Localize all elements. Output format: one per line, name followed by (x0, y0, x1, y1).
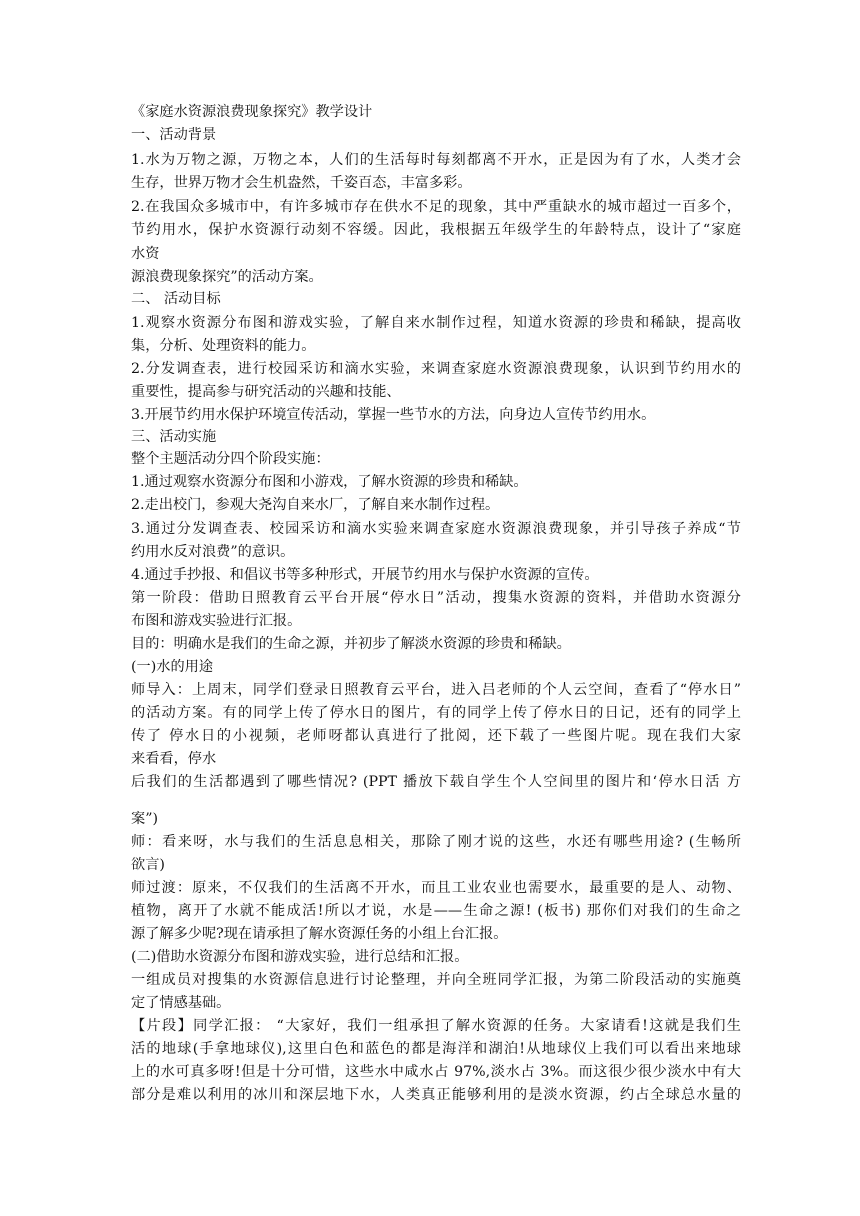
paragraph-line: 生存，世界万物才会生机盎然，千姿百态，丰富多彩。 (131, 175, 472, 191)
paragraph-line: 师：看来呀，水与我们的生活息息相关，那除了刚才说的这些，水还有哪些用途? (生畅所 (131, 834, 741, 850)
paragraph-line: 源浪费现象探究”的活动方案。 (131, 269, 323, 285)
paragraph-line: 案”) (131, 811, 158, 827)
paragraph-line: 1.水为万物之源，万物之本，人们的生活每时每刻都离不开水，正是因为有了水，人类才会 (131, 152, 741, 168)
paragraph-line: 布图和游戏实验进行汇报。 (131, 613, 302, 629)
paragraph-line: 植物，离开了水就不能成活!所以才说，水是——生命之源! (板书) 那你们对我们的生命之 (131, 903, 741, 919)
paragraph-line: 2.走出校门，参观大尧沟自来水厂，了解自来水制作过程。 (131, 497, 500, 513)
section-heading: 三、活动实施 (131, 429, 217, 445)
paragraph-line: 活的地球(手拿地球仪),这里白色和蓝色的都是海洋和湖泊!从地球仪上我们可以看出来地球 (131, 1041, 741, 1057)
paragraph-line: 上的水可真多呀!但是十分可惜，这些水中咸水占 97%,淡水占 3%。而这很少很少淡水中有大 (131, 1064, 741, 1080)
paragraph-line: 重要性，提高参与研究活动的兴趣和技能、 (131, 384, 401, 400)
paragraph-line: 欲言) (131, 857, 165, 873)
paragraph-line: 一组成员对搜集的水资源信息进行讨论整理，并向全班同学汇报，为第二阶段活动的实施奠 (131, 972, 741, 988)
paragraph-line: 传了 停水日的小视频，老师呀都认真进行了批阅，还下载了一些图片呢。现在我们大家 (131, 728, 741, 744)
paragraph-line: 3.开展节约用水保护环境宣传活动，掌握一些节水的方法，向身边人宣传节约用水。 (131, 407, 656, 423)
paragraph-line: 1.观察水资源分布图和游戏实验，了解自来水制作过程，知道水资源的珍贵和稀缺，提高收 (131, 315, 741, 331)
document-title: 《家庭水资源浪费现象探究》教学设计 (131, 104, 373, 120)
paragraph-line: 的活动方案。有的同学上传了停水日的图片，有的同学上传了停水日的日记，还有的同学上 (131, 705, 741, 721)
subsection-heading: (二)借助水资源分布图和游戏实验，进行总结和汇报。 (131, 949, 469, 965)
subsection-heading: (一)水的用途 (131, 659, 214, 675)
paragraph-line: 师导入：上周末，同学们登录日照教育云平台，进入吕老师的个人云空间，查看了“停水日” (131, 682, 741, 698)
section-heading: 二、 活动目标 (131, 291, 221, 307)
paragraph-line: 2.在我国众多城市中，有许多城市存在供水不足的现象，其中严重缺水的城市超过一百多个， (131, 199, 741, 215)
paragraph-line: 定了情感基础。 (131, 995, 231, 1011)
paragraph-line: 部分是难以利用的冰川和深层地下水，人类真正能够利用的是淡水资源，约占全球总水量的 (131, 1087, 741, 1103)
paragraph-line: 集，分析、处理资料的能力。 (131, 338, 316, 354)
paragraph-line: 2.分发调查表，进行校园采访和滴水实验，来调查家庭水资源浪费现象，认识到节约用水的 (131, 361, 741, 377)
paragraph-line: 节约用水，保护水资源行动刻不容缓。因此，我根据五年级学生的年龄特点，设计了“家庭 (131, 222, 741, 238)
section-heading: 一、活动背景 (131, 127, 217, 143)
paragraph-line: 3.通过分发调查表、校园采访和滴水实验来调查家庭水资源浪费现象，并引导孩子养成“节 (131, 521, 741, 537)
paragraph-line: 约用水反对浪费”的意识。 (131, 544, 295, 560)
paragraph-line: 4.通过手抄报、和倡议书等多种形式，开展节约用水与保护水资源的宣传。 (131, 567, 599, 583)
paragraph-line: 目的：明确水是我们的生命之源，并初步了解淡水资源的珍贵和稀缺。 (131, 636, 571, 652)
paragraph-line: 后我们的生活都遇到了哪些情况? (PPT 播放下载自学生个人空间里的图片和‘停水日活 方 (131, 774, 741, 790)
paragraph-line: 水资 (131, 246, 160, 262)
paragraph-line: 源了解多少呢?现在请承担了解水资源任务的小组上台汇报。 (131, 926, 508, 942)
paragraph-line: 整个主题活动分四个阶段实施： (131, 451, 330, 467)
paragraph-line: 1.通过观察水资源分布图和小游戏，了解水资源的珍贵和稀缺。 (131, 474, 528, 490)
paragraph-line: 来看看，停水 (131, 751, 217, 767)
paragraph-line: 第一阶段：借助日照教育云平台开展“停水日”活动，搜集水资源的资料，并借助水资源分 (131, 590, 741, 606)
paragraph-line: 【片段】同学汇报： “大家好，我们一组承担了解水资源的任务。大家请看!这就是我们生 (131, 1018, 741, 1034)
paragraph-line: 师过渡：原来，不仅我们的生活离不开水，而且工业农业也需要水，最重要的是人、动物、 (131, 880, 741, 896)
